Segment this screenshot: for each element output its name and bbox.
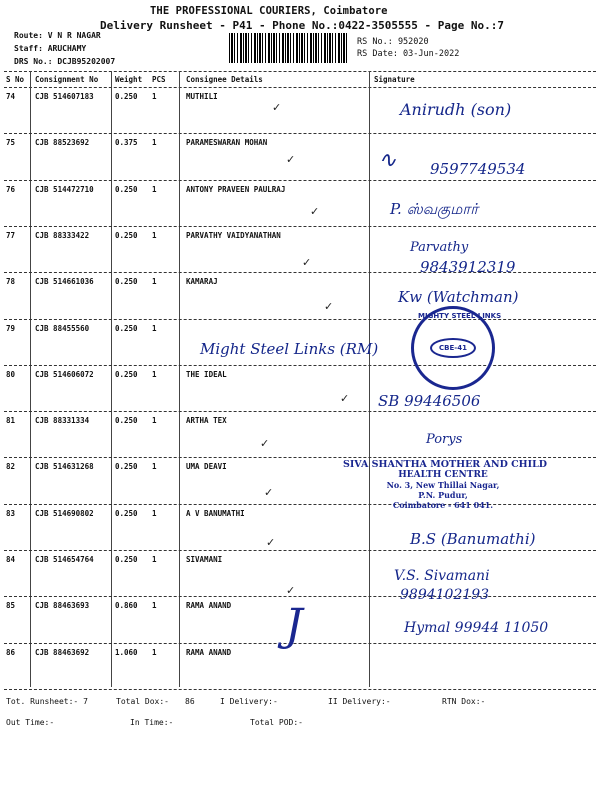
table-row [0,181,600,229]
cell-weight: 0.375 [115,138,138,148]
col-consignment: Consignment No [35,75,99,84]
signature-75: 9597749534 [430,160,526,178]
cell-pcs: 1 [152,555,157,564]
seal-center-text: CBE-41 [430,338,476,358]
cell-pcs: 1 [152,647,157,657]
route-label: Route: V N R NAGAR [14,31,101,40]
rtn-dox: RTN Dox:- [442,697,486,706]
drs-number: DRS No.: DCJB95202007 [14,57,116,66]
row-divider [4,689,596,690]
col-signature: Signature [374,75,415,84]
cell-consignment: CJB 88523692 [35,138,90,148]
table-row [0,551,600,599]
clinic-stamp-line: No. 3, New Thillai Nagar, [386,480,500,490]
check-mark-icon: ✓ [272,101,282,114]
cell-pcs: 1 [152,230,157,240]
check-mark-icon: ✓ [264,486,274,499]
col-weight: Weight [115,75,143,84]
cell-weight: 0.250 [115,184,138,194]
bracket-mark: J [285,600,303,651]
cell-pcs: 1 [152,369,157,379]
cell-sno: 75 [6,138,16,148]
cell-pcs: 1 [152,416,157,426]
cell-sno: 83 [6,508,16,518]
signature-85: Hymal 99944 11050 [404,620,549,636]
cell-sno: 85 [6,601,16,611]
cell-consignment: CJB 88331334 [35,416,90,426]
staff-label: Staff: ARUCHAMY [14,44,87,53]
signature-74: Anirudh (son) [400,100,512,119]
barcode [229,33,349,63]
cell-consignment: CJB 88333422 [35,230,90,240]
cell-weight: 0.250 [115,369,138,379]
clinic-stamp-line: P.N. Pudur, [418,490,468,500]
signature-84-phone: 9894102193 [400,587,490,603]
cell-weight: 0.250 [115,462,138,472]
cell-pcs: 1 [152,323,157,333]
cell-sno: 79 [6,323,16,333]
cell-consignment: CJB 514472710 [35,184,94,194]
cell-consignee: RAMA ANAND [186,601,232,611]
ii-delivery: II Delivery:- [328,697,391,706]
cell-consignee: KAMARAJ [186,277,218,287]
cell-weight: 0.250 [115,555,138,564]
cell-weight: 0.250 [115,416,138,426]
cell-pcs: 1 [152,601,157,611]
cell-sno: 81 [6,416,16,426]
cell-consignee: RAMA ANAND [186,647,232,657]
cell-sno: 84 [6,555,16,564]
seal-ring-text: MIGHTY STEEL LINKS [418,312,502,320]
cell-sno: 86 [6,647,16,657]
cell-weight: 0.250 [115,277,138,287]
signature-76: P. ஸ்வகுமார் [390,200,479,218]
cell-pcs: 1 [152,184,157,194]
cell-consignment: CJB 514690802 [35,508,94,518]
cell-consignee: SIVAMANI [186,555,223,564]
check-mark-icon: ✓ [324,300,334,313]
check-mark-icon: ✓ [286,153,296,166]
clinic-stamp [343,459,548,510]
cell-consignee: UMA DEAVI [186,462,227,472]
total-pod: Total POD:- [250,718,303,727]
signature-squiggle-75: ∿ [378,148,397,173]
clinic-stamp-line: HEALTH CENTRE [398,470,488,480]
clinic-stamp-line: Coimbatore - 641 041. [392,500,494,510]
cell-consignee: PARAMESWARAN MOHAN [186,138,268,148]
cell-weight: 0.250 [115,92,138,101]
signature-79: Might Steel Links (RM) [200,340,379,358]
table-row [0,412,600,460]
check-mark-icon: ✓ [266,536,276,549]
rs-number: RS No.: 952020 [357,37,429,47]
rs-date: RS Date: 03-Jun-2022 [357,49,460,59]
cell-weight: 0.860 [115,601,138,611]
cell-consignee: ARTHA TEX [186,416,227,426]
runsheet-title: Delivery Runsheet - P41 - Phone No.:0422-3505555 - Page No.:7 [100,19,504,32]
signature-83: B.S (Banumathi) [410,530,536,548]
cell-pcs: 1 [152,462,157,472]
total-dox-label: Total Dox:- [116,697,169,706]
signature-84-name: V.S. Sivamani [394,568,490,584]
cell-consignee: THE IDEAL [186,369,227,379]
cell-consignee: MUTHILI [186,92,218,101]
cell-consignee: PARVATHY VAIDYANATHAN [186,230,281,240]
cell-weight: 0.250 [115,230,138,240]
signature-77-phone: 9843912319 [420,258,516,276]
cell-sno: 80 [6,369,16,379]
cell-consignment: CJB 88455560 [35,323,90,333]
check-mark-icon: ✓ [260,437,270,450]
i-delivery: I Delivery:- [220,697,278,706]
cell-consignment: CJB 514631268 [35,462,94,472]
check-mark-icon: ✓ [340,392,350,405]
check-mark-icon: ✓ [302,256,312,269]
cell-consignment: CJB 514661036 [35,277,94,287]
check-mark-icon: ✓ [286,584,296,597]
cell-sno: 76 [6,184,16,194]
cell-consignment: CJB 88463692 [35,647,90,657]
cell-consignment: CJB 514654764 [35,555,94,564]
table-header [0,71,600,87]
cell-pcs: 1 [152,92,157,101]
company-seal-stamp [411,306,502,390]
cell-consignee: A V BANUMATHI [186,508,245,518]
cell-consignment: CJB 514606072 [35,369,94,379]
col-sno: S No [6,75,25,84]
signature-78: Kw (Watchman) [398,288,519,306]
cell-weight: 0.250 [115,508,138,518]
col-consignee: Consignee Details [186,75,263,84]
col-pcs: PCS [152,75,166,84]
cell-pcs: 1 [152,138,157,148]
signature-80: SB 99446506 [378,392,481,410]
tot-runsheet: Tot. Runsheet:- 7 [6,697,88,706]
cell-pcs: 1 [152,508,157,518]
cell-weight: 1.060 [115,647,138,657]
cell-sno: 74 [6,92,16,101]
cell-consignment: CJB 514607183 [35,92,94,101]
in-time: In Time:- [130,718,174,727]
runsheet-header [0,0,600,72]
table-row [0,366,600,414]
check-mark-icon: ✓ [310,205,320,218]
cell-consignment: CJB 88463693 [35,601,90,611]
cell-sno: 78 [6,277,16,287]
cell-sno: 82 [6,462,16,472]
company-name: THE PROFESSIONAL COURIERS, Coimbatore [150,5,388,17]
cell-sno: 77 [6,230,16,240]
out-time: Out Time:- [6,718,55,727]
cell-weight: 0.250 [115,323,138,333]
cell-pcs: 1 [152,277,157,287]
signature-81: Porys [426,432,463,447]
total-dox-value: 86 [185,697,195,706]
clinic-stamp-line: SIVA SHANTHA MOTHER AND CHILD [343,459,548,470]
cell-consignee: ANTONY PRAVEEN PAULRAJ [186,184,286,194]
signature-77-name: Parvathy [410,240,469,255]
